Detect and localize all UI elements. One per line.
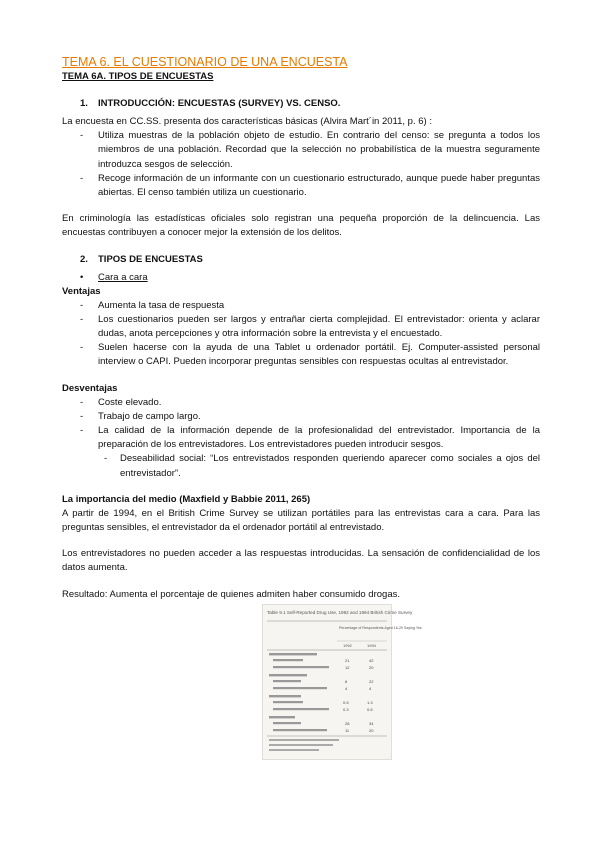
table-col-header: Percentage of Respondents Aged 16-29 Saying Yes — [339, 626, 422, 630]
list-item: - Utiliza muestras de la población objeto de estudio. En contrario del censo: se pregunta a todos los miembros de una población. Recordad que la selección no probabilística de la muestra seguramente introduzca sesgos de selección. — [62, 129, 540, 172]
cell: 20 — [369, 728, 374, 733]
cell: 1.3 — [367, 700, 373, 705]
cell: 20 — [369, 665, 374, 670]
cell: 0.5 — [343, 700, 349, 705]
importancia-paragraph-2: Los entrevistadores no pueden acceder a las respuestas introducidas. La sensación de confidencialidad de los datos aumenta. — [62, 548, 540, 574]
cell: 6 — [345, 679, 348, 684]
drug-use-table-image — [262, 604, 422, 760]
list-item: - Coste elevado. — [62, 396, 540, 410]
section-1-paragraph: En criminología las estadísticas oficiales solo registran una pequeña proporción de la delincuencia. Las encuestas contribuyen a conocer mejor la extensión de los delitos. — [62, 213, 540, 239]
document-page — [62, 54, 540, 602]
cell: 22 — [369, 679, 374, 684]
list-item: - Aumenta la tasa de respuesta — [62, 299, 540, 313]
cell: 0.6 — [367, 707, 373, 712]
importancia-title: La importancia del medio (Maxfield y Babbie 2011, 265) — [62, 493, 311, 505]
cell: 4 — [369, 686, 372, 691]
list-item: - La calidad de la información depende de la profesionalidad del entrevistador. Importancia de la preparación de los entrevistadores. Los entrevistadores pueden introducir sesgos. — [62, 424, 540, 452]
table-scan — [263, 605, 422, 759]
desventajas-list — [62, 396, 540, 481]
list-subitem: - Deseabilidad social: “Los entrevistados responden queriendo aparecer como sociales a ojos del entrevistador”. — [62, 452, 540, 480]
list-item: - Trabajo de campo largo. — [62, 410, 540, 424]
table-caption — [267, 610, 413, 615]
section-1-number: 1. — [80, 98, 88, 109]
cell: 42 — [369, 658, 374, 663]
cell: 34 — [369, 721, 374, 726]
ventajas-title: Ventajas — [62, 285, 101, 297]
importancia-paragraph-3: Resultado: Aumenta el porcentaje de quienes admiten haber consumido drogas. — [62, 588, 400, 600]
list-item: - Suelen hacerse con la ayuda de una Tablet u ordenador portátil. Ej. Computer-assisted personal interview o CAPI. Pueden incorporar preguntas sensibles con respuestas ocultas al entrevistador. — [62, 341, 540, 369]
bullet-text: Cara a cara — [98, 271, 148, 283]
bullet-cara-a-cara — [80, 271, 540, 285]
table-caption-text: Table 9.1 Self-Reported Drug Use, 1992 and 1994 British Crime Survey — [267, 610, 413, 615]
section-1-title: INTRODUCCIÓN: ENCUESTAS (SURVEY) VS. CENSO. — [98, 98, 341, 109]
cell: 12 — [345, 665, 350, 670]
section-1-list — [62, 129, 540, 200]
section-1-heading — [80, 97, 540, 111]
section-2-heading — [80, 253, 540, 267]
year-1992: 1992 — [343, 643, 352, 648]
document-title: TEMA 6. EL CUESTIONARIO DE UNA ENCUESTA — [62, 55, 348, 69]
cell: 21 — [345, 658, 350, 663]
list-item: - Recoge información de un informante con un cuestionario estructurado, aunque puede haber preguntas abiertas. El censo también utiliza un cuestionario. — [62, 172, 540, 200]
cell: 11 — [345, 728, 350, 733]
year-1994: 1994 — [367, 643, 376, 648]
section-2-number: 2. — [80, 253, 88, 265]
section-1-intro: La encuesta en CC.SS. presenta dos características básicas (Alvira Mart´in 2011, p. 6) : — [62, 116, 432, 127]
document-subtitle: TEMA 6A. TIPOS DE ENCUESTAS — [62, 71, 214, 82]
cell: 0.3 — [343, 707, 349, 712]
list-item: - Los cuestionarios pueden ser largos y entrañar cierta complejidad. El entrevistador: orienta y aclarar dudas, anota percepciones y otra información sobre la entrevista y el encuestado. — [62, 313, 540, 341]
cell: 4 — [345, 686, 348, 691]
importancia-paragraph-1: A partir de 1994, en el British Crime Survey se utilizan portátiles para las entrevistas cara a cara. Para las preguntas sensibles, el entrevistador da el ordenador portátil al entrevistado. — [62, 507, 540, 534]
desventajas-title: Desventajas — [62, 382, 118, 394]
cell: 28 — [345, 721, 350, 726]
bullet-icon: • — [80, 271, 84, 283]
section-2-title: TIPOS DE ENCUESTAS — [98, 253, 203, 265]
ventajas-list — [62, 299, 540, 370]
